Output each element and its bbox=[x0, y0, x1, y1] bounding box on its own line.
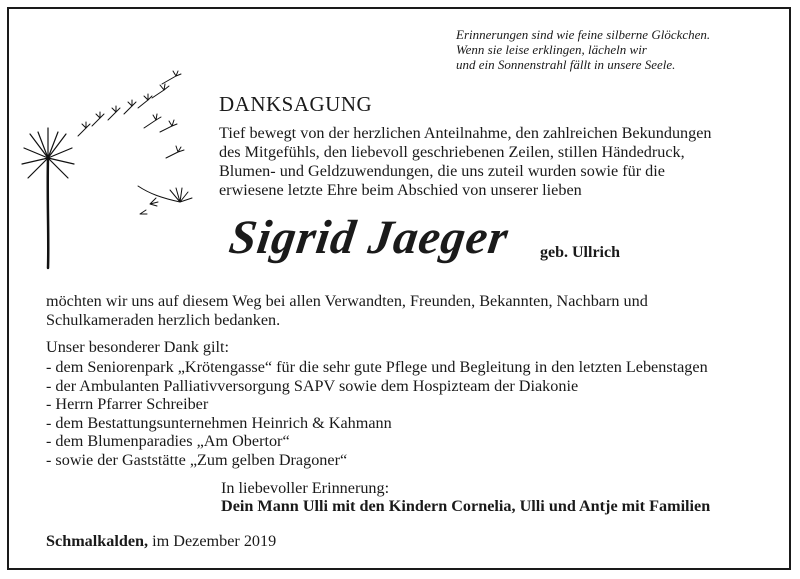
epigraph-quote bbox=[456, 27, 786, 72]
special-thanks-heading bbox=[46, 338, 786, 357]
page-title: DANKSAGUNG bbox=[219, 92, 373, 116]
quote-line: Wenn sie leise erklingen, lächeln wir bbox=[456, 42, 647, 57]
intro-line: des Mitgefühls, den liebevoll geschriebenen Zeilen, stillen Händedruck, bbox=[219, 143, 685, 161]
place-and-date bbox=[46, 532, 276, 551]
dandelion-icon bbox=[20, 68, 210, 278]
body-line: möchten wir uns auf diesem Weg bei allen Verwandten, Freunden, Bekannten, Nachbarn und bbox=[46, 292, 648, 310]
closing-phrase: In liebevoller Erinnerung: bbox=[221, 479, 390, 497]
list-item: - Herrn Pfarrer Schreiber bbox=[46, 395, 209, 414]
list-item: - dem Bestattungsunternehmen Heinrich & Kahmann bbox=[46, 413, 392, 432]
deceased-name: Sigrid Jaeger bbox=[226, 211, 512, 264]
maiden-name: geb. Ullrich bbox=[540, 244, 620, 261]
list-item: - dem Seniorenpark „Krötengasse“ für die sehr gute Pflege und Begleitung in den letzten Lebenstagen bbox=[46, 358, 708, 376]
body-text bbox=[46, 292, 786, 330]
signers: Dein Mann Ulli mit den Kindern Cornelia, Ulli und Antje mit Familien bbox=[221, 497, 711, 515]
intro-line: erwiesene letzte Ehre beim Abschied von unserer lieben bbox=[219, 181, 582, 199]
list-item: - dem Blumenparadies „Am Obertor“ bbox=[46, 432, 290, 451]
intro-line: Tief bewegt von der herzlichen Anteilnahme, den zahlreichen Bekundungen bbox=[219, 124, 712, 142]
list-item: - sowie der Gaststätte „Zum gelben Dragoner“ bbox=[46, 450, 348, 469]
intro-text bbox=[219, 124, 779, 200]
special-thanks-list bbox=[46, 358, 708, 470]
special-thanks-heading-text: Unser besonderer Dank gilt: bbox=[46, 338, 229, 356]
body-line: Schulkameraden herzlich bedanken. bbox=[46, 311, 281, 329]
date: im Dezember 2019 bbox=[148, 532, 277, 550]
quote-line: und ein Sonnenstrahl fällt in unsere Seele. bbox=[456, 57, 676, 72]
place: Schmalkalden, bbox=[46, 532, 149, 550]
quote-line: Erinnerungen sind wie feine silberne Glöckchen. bbox=[456, 27, 711, 42]
intro-line: Blumen- und Geldzuwendungen, die uns zuteil wurden sowie für die bbox=[219, 162, 665, 180]
list-item: - der Ambulanten Palliativversorgung SAPV sowie dem Hospizteam der Diakonie bbox=[46, 376, 579, 395]
